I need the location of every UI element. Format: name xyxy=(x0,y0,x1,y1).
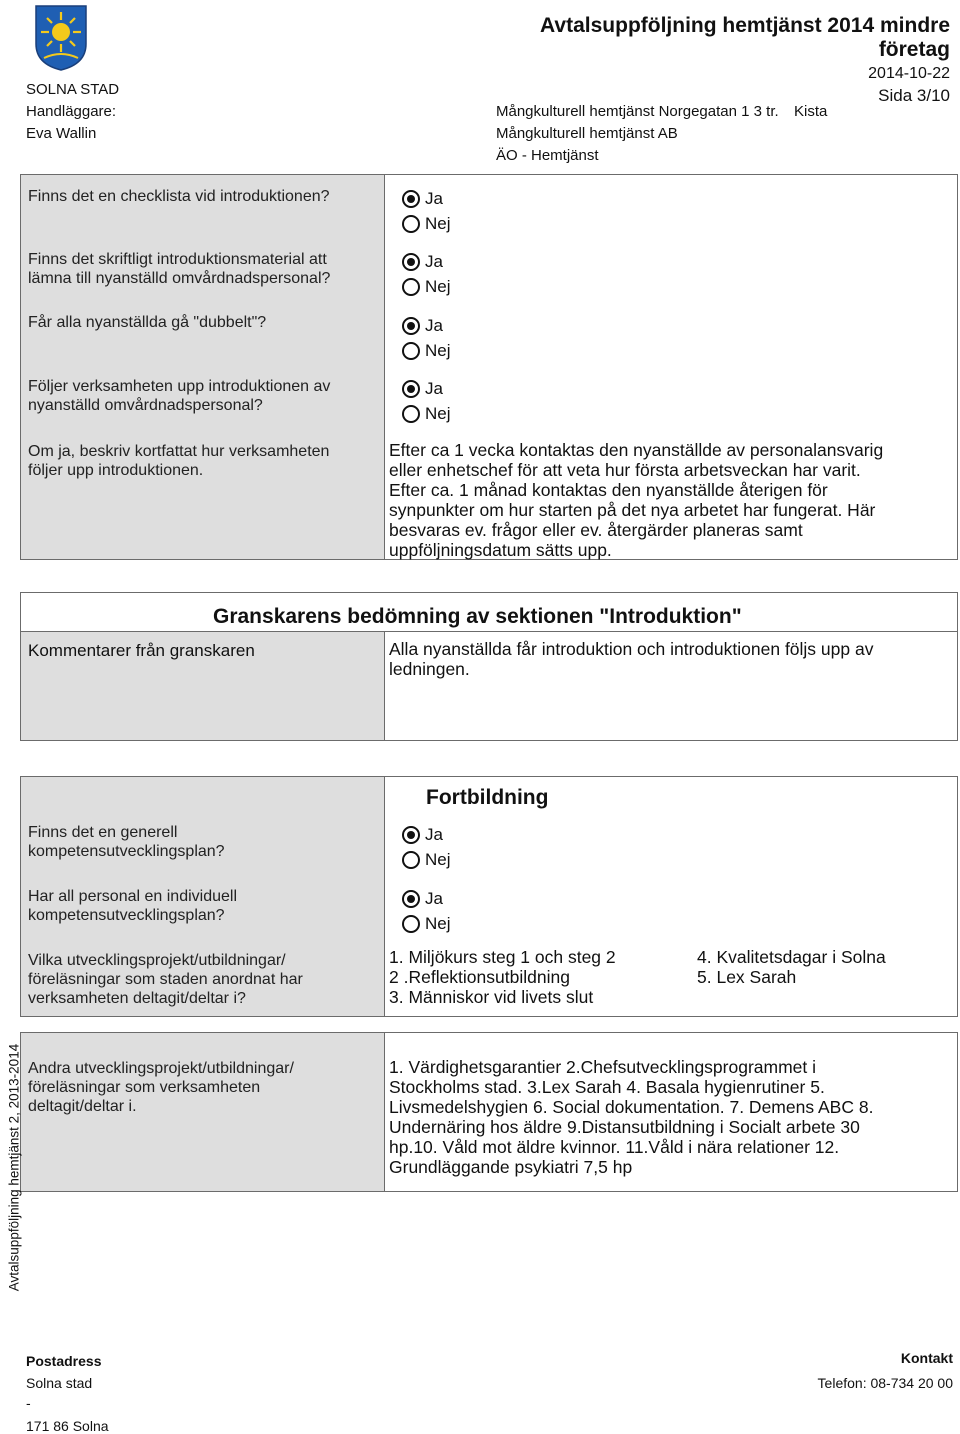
question-describe-followup: Om ja, beskriv kortfattat hur verksamheten följer upp introduktionen. xyxy=(28,443,330,479)
answer-other-projects: 1. Värdighetsgarantier 2.Chefsutvecklingsprogrammet i Stockholms stad. 3.Lex Sarah 4. Basala hygienrutiner 5. Livsmedelshygien 6. Social dokumentation. 7. Demens ABC 8. Undernäring hos äldre 9.Distansutbildning i Socialt arbete 30 hp.10. Våld mot äldre kvinnor. 11.Våld i nära relationer 12. Grundläggande psykiatri 7,5 hp xyxy=(389,1057,874,1177)
answer-city-projects-col1: 1. Miljökurs steg 1 och steg 2 2 .Reflektionsutbildning 3. Människor vid livets slut xyxy=(389,947,616,1007)
radio-label: Nej xyxy=(425,914,451,933)
radio-label: Nej xyxy=(425,850,451,869)
question-column xyxy=(21,175,384,559)
category: ÄO - Hemtjänst xyxy=(496,147,599,164)
radio-followup-nej[interactable] xyxy=(402,405,420,423)
radio-material-nej[interactable] xyxy=(402,278,420,296)
footer-postadress-label: Postadress xyxy=(26,1353,102,1369)
assessment-comment: Alla nyanställda får introduktion och introduktionen följs upp av ledningen. xyxy=(389,639,874,679)
handlaggare-label: Handläggare: xyxy=(26,103,117,120)
question-individual-plan: Har all personal en individuell kompetensutvecklingsplan? xyxy=(28,888,238,924)
provider-name: Mångkulturell hemtjänst AB xyxy=(496,125,678,142)
radio-double-ja[interactable] xyxy=(402,317,420,335)
radio-checklist-nej[interactable] xyxy=(402,215,420,233)
footer-postadress-line1: Solna stad xyxy=(26,1375,93,1391)
answer-city-projects-col2: 4. Kvalitetsdagar i Solna 5. Lex Sarah xyxy=(697,947,886,987)
radio-label: Ja xyxy=(425,316,443,335)
row-divider xyxy=(21,631,957,632)
footer-kontakt-label: Kontakt xyxy=(900,1350,953,1366)
radio-label: Ja xyxy=(425,252,443,271)
footer-postadress-line3: 171 86 Solna xyxy=(26,1418,109,1434)
training-title: Fortbildning xyxy=(426,786,549,809)
radio-label: Ja xyxy=(425,889,443,908)
unit-city: Kista xyxy=(794,103,828,120)
radio-followup-ja[interactable] xyxy=(402,380,420,398)
question-general-plan: Finns det en generell kompetensutvecklingsplan? xyxy=(28,824,225,860)
solna-crest-logo xyxy=(34,4,88,72)
radio-label: Nej xyxy=(425,214,451,233)
radio-label: Ja xyxy=(425,189,443,208)
column-divider xyxy=(384,175,385,559)
sidebar-document-reference: Avtalsuppföljning hemtjänst 2, 2013-2014 xyxy=(6,1043,22,1292)
radio-label: Ja xyxy=(425,825,443,844)
assessment-label: Kommentarer från granskaren xyxy=(28,641,255,660)
document-title-line1: Avtalsuppföljning hemtjänst 2014 mindre xyxy=(540,14,950,37)
column-divider xyxy=(384,631,385,740)
radio-label: Ja xyxy=(425,379,443,398)
assessment-title: Granskarens bedömning av sektionen "Introduktion" xyxy=(213,605,742,628)
radio-label: Nej xyxy=(425,341,451,360)
page-number: Sida 3/10 xyxy=(878,86,950,105)
question-written-material: Finns det skriftligt introduktionsmaterial att lämna till nyanställd omvårdnadspersonal? xyxy=(28,251,331,287)
column-divider xyxy=(384,777,385,1016)
radio-individual-plan-nej[interactable] xyxy=(402,915,420,933)
radio-general-plan-ja[interactable] xyxy=(402,826,420,844)
question-city-projects: Vilka utvecklingsprojekt/utbildningar/ föreläsningar som staden anordnat har verksamheten deltagit/deltar i? xyxy=(28,952,303,1007)
document-title-line2: företag xyxy=(878,38,950,61)
radio-label: Nej xyxy=(425,277,451,296)
unit-address: Mångkulturell hemtjänst Norgegatan 1 3 tr. xyxy=(496,103,779,120)
radio-individual-plan-ja[interactable] xyxy=(402,890,420,908)
radio-material-ja[interactable] xyxy=(402,253,420,271)
footer-telefon: Telefon: 08-734 20 00 xyxy=(817,1375,953,1391)
question-double-shift: Får alla nyanställda gå "dubbelt"? xyxy=(28,314,267,331)
org-name: SOLNA STAD xyxy=(26,81,120,98)
answer-describe-followup: Efter ca 1 vecka kontaktas den nyanställde av personalansvarig eller enhetschef för att veta hur första arbetsveckan har varit. Efter ca. 1 månad kontaktas den nyanställde återigen för synpunkter om hur starten på det nya arbetet har fungerat. Här besvaras ev. frågor eller ev. återgärder planeras samt uppföljningsdatum sätts upp. xyxy=(389,440,884,560)
radio-label: Nej xyxy=(425,404,451,423)
handlaggare-name: Eva Wallin xyxy=(26,125,97,142)
question-other-projects: Andra utvecklingsprojekt/utbildningar/ föreläsningar som verksamheten deltagit/deltar i. xyxy=(28,1060,294,1115)
document-date: 2014-10-22 xyxy=(868,65,950,82)
question-followup: Följer verksamheten upp introduktionen av nyanställd omvårdnadspersonal? xyxy=(28,378,331,414)
question-checklist: Finns det en checklista vid introduktionen? xyxy=(28,188,330,205)
radio-general-plan-nej[interactable] xyxy=(402,851,420,869)
radio-checklist-ja[interactable] xyxy=(402,190,420,208)
column-divider xyxy=(384,1033,385,1191)
radio-double-nej[interactable] xyxy=(402,342,420,360)
footer-postadress-line2: - xyxy=(26,1395,31,1411)
